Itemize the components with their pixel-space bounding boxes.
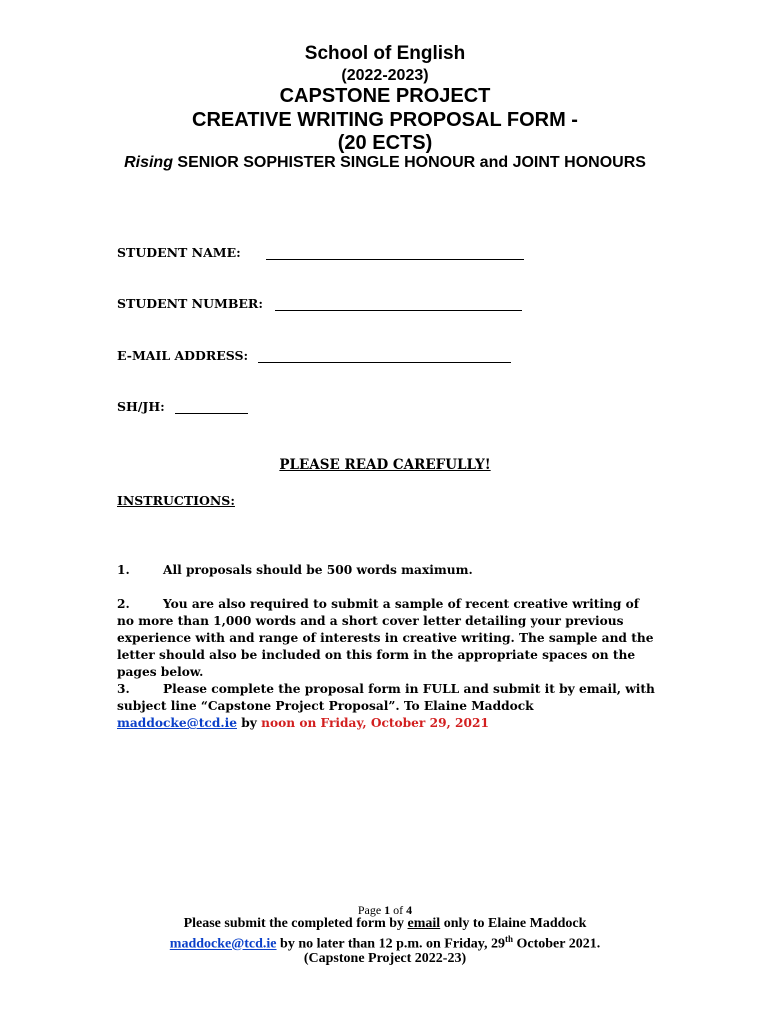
page-current: 1 (384, 903, 391, 917)
student-number-input-line[interactable] (275, 309, 522, 311)
audience-label: SENIOR SOPHISTER SINGLE HONOUR and JOINT HONOURS (177, 154, 646, 171)
academic-year: (2022-2023) (341, 67, 429, 84)
capstone-heading: CAPSTONE PROJECT (279, 85, 491, 107)
shjh-field (117, 399, 248, 414)
page-prefix: Page (357, 903, 382, 917)
by-label: by (241, 716, 257, 730)
shjh-label: SH/JH: (117, 399, 165, 414)
school-title: School of English (304, 43, 466, 64)
item-text: Please complete the proposal form in FULL and submit it by email, with subject line “Capstone Project Proposal”. To Elaine Maddock (117, 682, 655, 713)
item-text: All proposals should be 500 words maximum. (163, 563, 473, 577)
page-of: of (393, 903, 404, 917)
footer-text-a: Please submit the completed form by (183, 916, 405, 931)
footer-text-b: only to Elaine Maddock (443, 916, 587, 931)
audience-heading (120, 152, 650, 174)
item-number: 3. (117, 682, 130, 696)
footer-deadline-a: by no later than 12 p.m. on Friday, 29 (280, 936, 505, 952)
email-field (117, 348, 511, 363)
email-label: E-MAIL ADDRESS: (117, 348, 249, 363)
student-name-field (117, 245, 524, 260)
footer-date-suffix: th (504, 934, 513, 944)
item-number: 2. (117, 597, 130, 611)
email-input-line[interactable] (258, 361, 511, 363)
email-link[interactable]: maddocke@tcd.ie (117, 716, 237, 730)
form-title: CREATIVE WRITING PROPOSAL FORM - (192, 109, 578, 131)
student-name-label: STUDENT NAME: (117, 245, 241, 260)
student-number-field (117, 296, 522, 311)
instruction-item-2 (117, 596, 657, 681)
student-name-input-line[interactable] (266, 258, 524, 260)
deadline-text: noon on Friday, October 29, 2021 (261, 716, 489, 730)
page-total: 4 (406, 903, 413, 917)
footer-line-3: (Capstone Project 2022-23) (303, 951, 467, 966)
instruction-item-1 (117, 562, 657, 579)
read-carefully-notice: PLEASE READ CAREFULLY! (279, 457, 491, 473)
footer-email-link[interactable]: maddocke@tcd.ie (169, 936, 277, 952)
item-number: 1. (117, 563, 130, 577)
footer-deadline-b: October 2021. (516, 936, 601, 952)
ects-label: (20 ECTS) (337, 132, 433, 154)
rising-label: Rising (124, 154, 173, 171)
shjh-input-line[interactable] (175, 412, 248, 414)
footer-email-word: email (407, 916, 441, 931)
student-number-label: STUDENT NUMBER: (117, 296, 263, 311)
item-text: You are also required to submit a sample of recent creative writing of no more than 1,000 words and a short cover letter detailing your previous experience with and range of interests in creative writing. The sample and the letter should also be included on this form in the appropriate spaces on the pages below. (117, 597, 654, 679)
footer-line-2 (0, 934, 770, 953)
instruction-item-3 (117, 681, 657, 732)
footer-line-1 (0, 916, 770, 932)
instructions-heading: INSTRUCTIONS: (117, 493, 235, 508)
